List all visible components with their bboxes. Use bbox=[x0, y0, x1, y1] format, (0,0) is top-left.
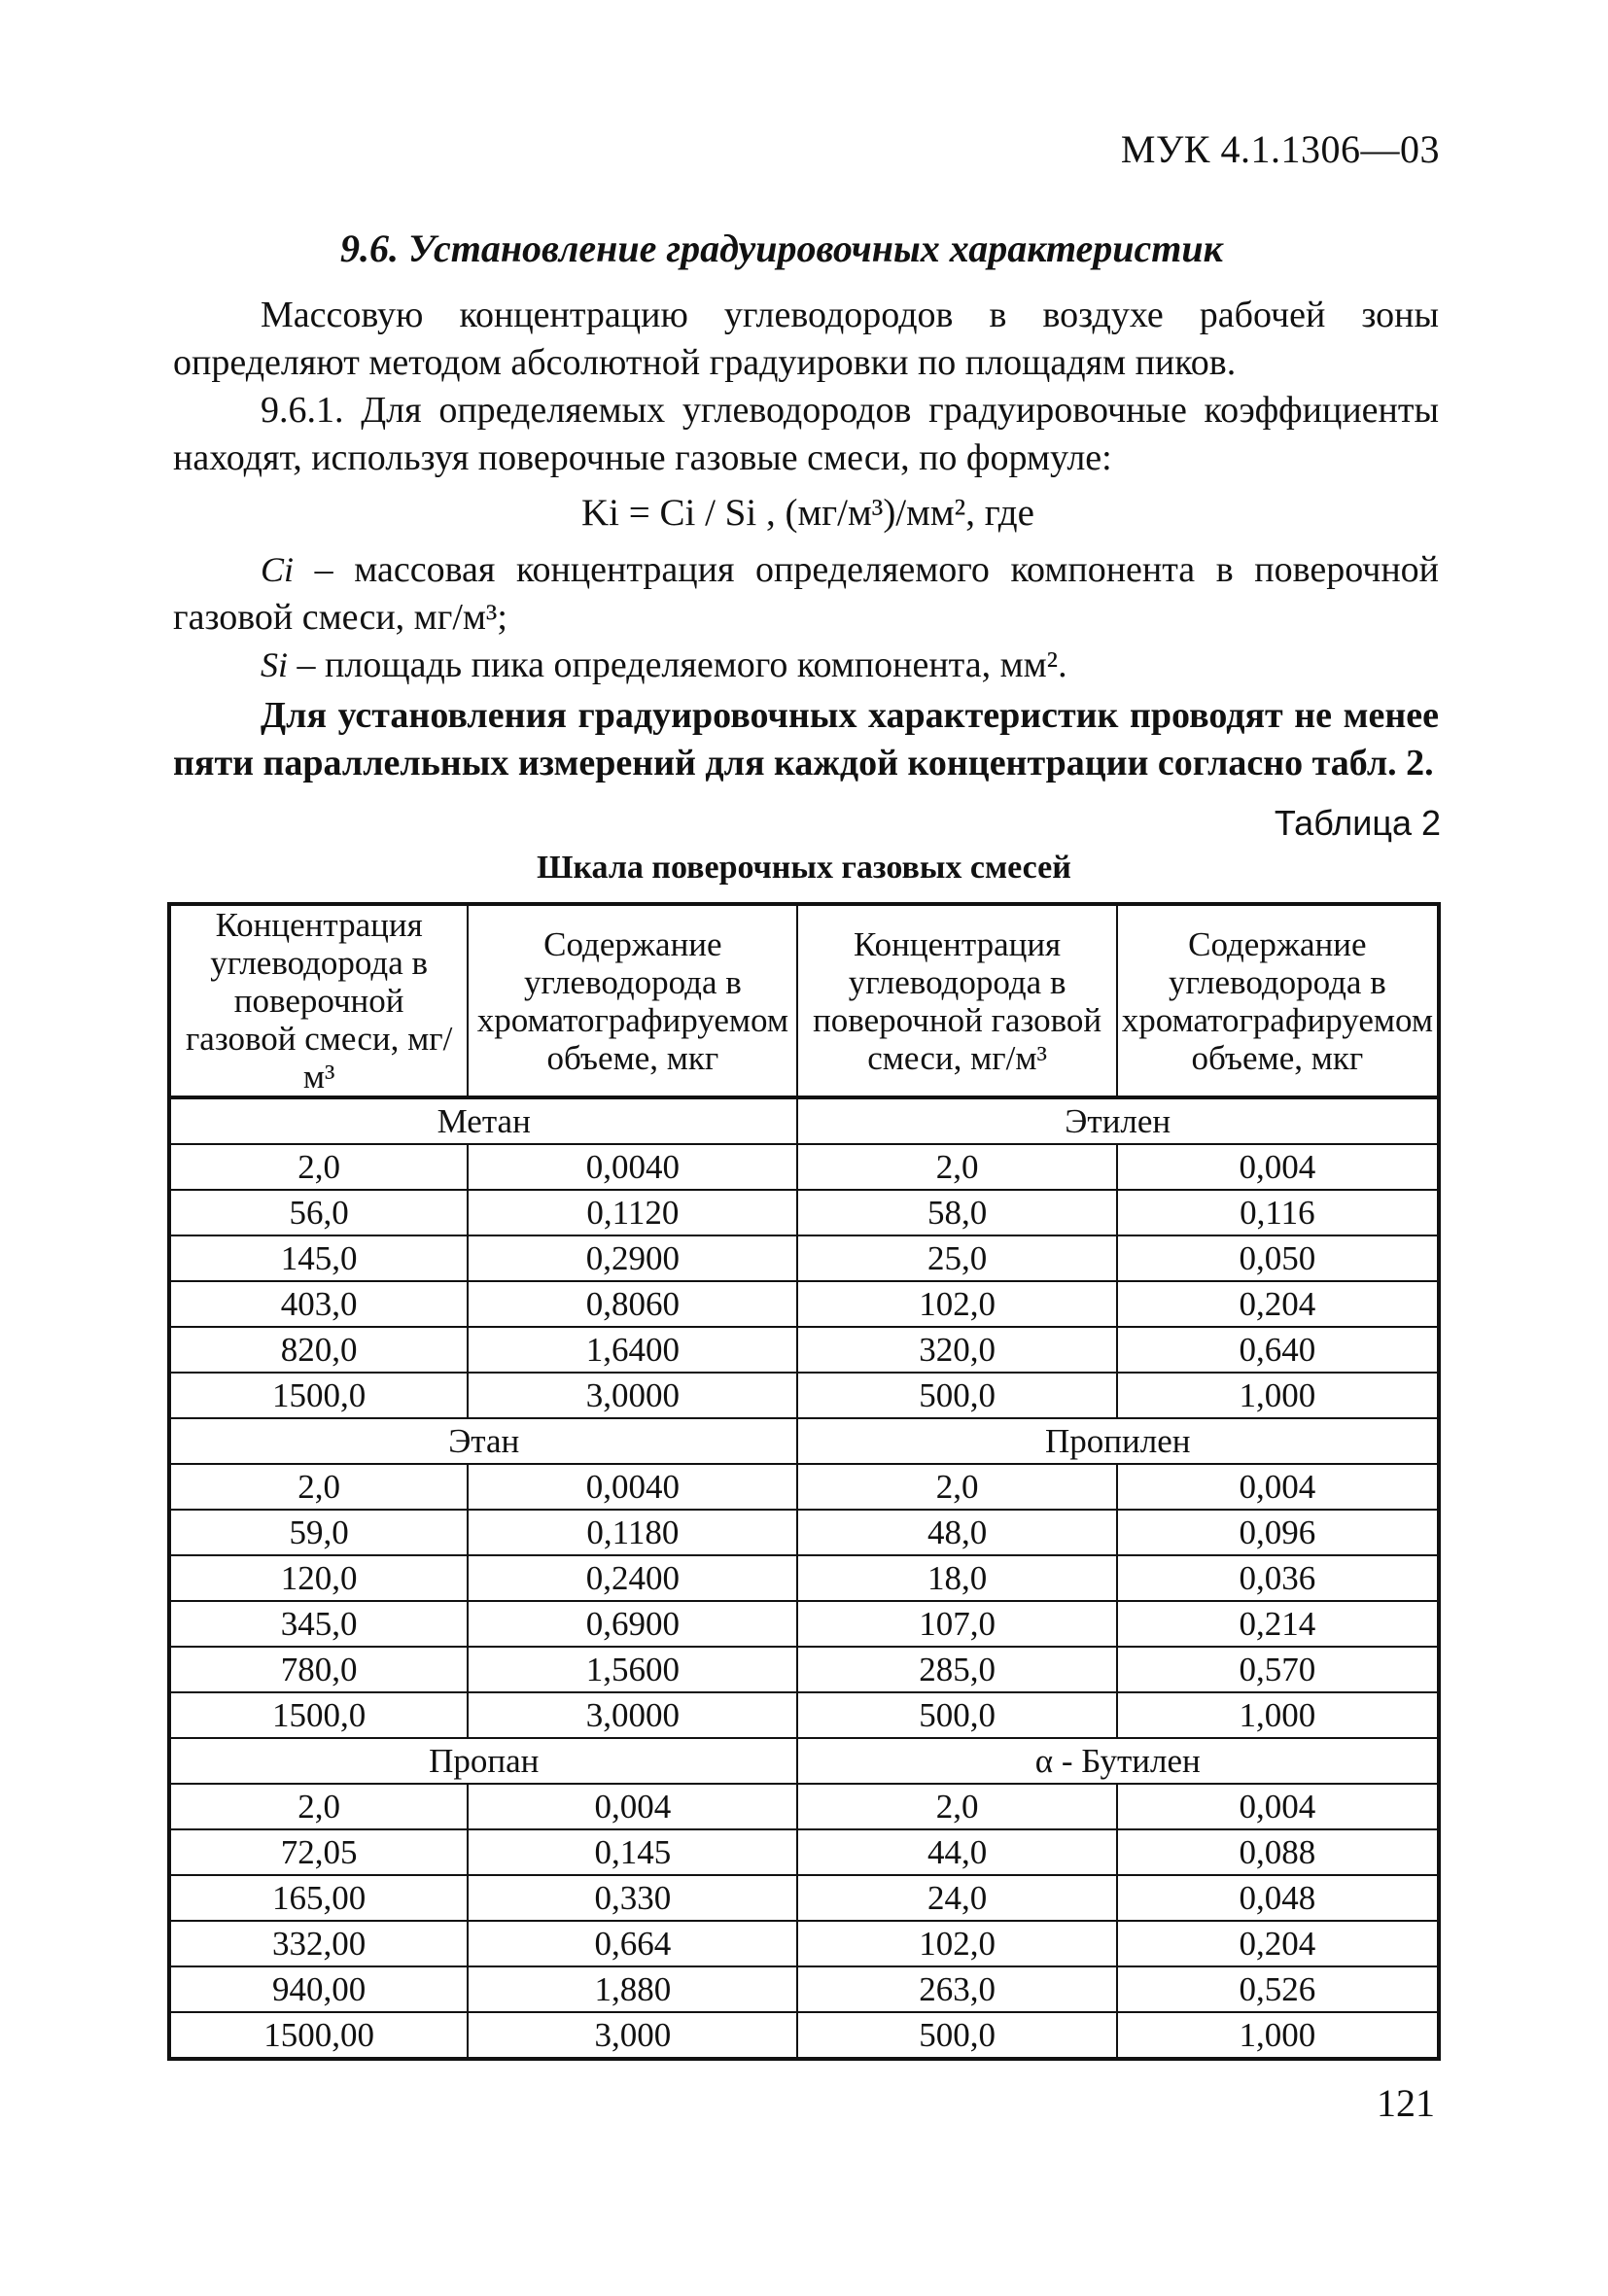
header-content-left: Содержание углеводорода в хроматографируемом объеме, мкг bbox=[468, 904, 797, 1097]
table-cell: 1,5600 bbox=[468, 1647, 797, 1692]
header-concentration-left: Концентрация углеводорода в поверочной газовой смеси, мг/м³ bbox=[169, 904, 468, 1097]
table-row bbox=[169, 1875, 1439, 1921]
table-row bbox=[169, 1144, 1439, 1190]
table-cell: 940,00 bbox=[169, 1966, 468, 2012]
table-cell: 0,004 bbox=[1117, 1144, 1439, 1190]
table-cell: 25,0 bbox=[797, 1235, 1116, 1281]
table-cell: 1,000 bbox=[1117, 2012, 1439, 2059]
table-row bbox=[169, 1829, 1439, 1875]
table-row bbox=[169, 1647, 1439, 1692]
table-cell: 56,0 bbox=[169, 1190, 468, 1235]
table-cell: 0,145 bbox=[468, 1829, 797, 1875]
table-cell: 1,880 bbox=[468, 1966, 797, 2012]
table-row bbox=[169, 1966, 1439, 2012]
table-cell: 107,0 bbox=[797, 1601, 1116, 1647]
table-cell: 2,0 bbox=[797, 1464, 1116, 1510]
table-cell: 0,004 bbox=[1117, 1784, 1439, 1829]
table-cell: 285,0 bbox=[797, 1647, 1116, 1692]
table-cell: 58,0 bbox=[797, 1190, 1116, 1235]
si-definition bbox=[261, 642, 1067, 689]
table-cell: 0,2400 bbox=[468, 1555, 797, 1601]
group-header-row bbox=[169, 1418, 1439, 1464]
table-cell: 165,00 bbox=[169, 1875, 468, 1921]
table-cell: 59,0 bbox=[169, 1510, 468, 1555]
table-cell: 3,0000 bbox=[468, 1373, 797, 1418]
table-cell: 403,0 bbox=[169, 1281, 468, 1327]
paragraph-9-6-1: 9.6.1. Для определяемых углеводородов градуировочные коэффициенты находят, используя поверочные газовые смеси, по формуле: bbox=[173, 390, 1439, 478]
table-row bbox=[169, 1327, 1439, 1373]
table-cell: 0,6900 bbox=[468, 1601, 797, 1647]
table-cell: 0,8060 bbox=[468, 1281, 797, 1327]
table-cell: 0,050 bbox=[1117, 1235, 1439, 1281]
table-cell: 0,214 bbox=[1117, 1601, 1439, 1647]
table-cell: 820,0 bbox=[169, 1327, 468, 1373]
table-cell: 500,0 bbox=[797, 1692, 1116, 1738]
table-cell: 1,000 bbox=[1117, 1373, 1439, 1418]
table-cell: 102,0 bbox=[797, 1921, 1116, 1966]
table-row bbox=[169, 1601, 1439, 1647]
header-concentration-right: Концентрация углеводорода в поверочной газовой смеси, мг/м³ bbox=[797, 904, 1116, 1097]
table-cell: 0,204 bbox=[1117, 1281, 1439, 1327]
table-row bbox=[169, 1373, 1439, 1418]
table-header-row bbox=[169, 904, 1439, 1097]
table-row bbox=[169, 1510, 1439, 1555]
table-cell: 145,0 bbox=[169, 1235, 468, 1281]
table-cell: 0,526 bbox=[1117, 1966, 1439, 2012]
table-cell: 0,004 bbox=[468, 1784, 797, 1829]
table-cell: 3,000 bbox=[468, 2012, 797, 2059]
table-cell: 102,0 bbox=[797, 1281, 1116, 1327]
table-cell: 2,0 bbox=[169, 1144, 468, 1190]
group-name-left: Пропан bbox=[169, 1738, 797, 1784]
table-cell: 263,0 bbox=[797, 1966, 1116, 2012]
table-row bbox=[169, 2012, 1439, 2059]
table-cell: 0,048 bbox=[1117, 1875, 1439, 1921]
table-cell: 48,0 bbox=[797, 1510, 1116, 1555]
table-cell: 2,0 bbox=[169, 1464, 468, 1510]
table-label: Таблица 2 bbox=[1274, 803, 1441, 843]
page-number: 121 bbox=[1377, 2081, 1435, 2125]
table-cell: 1,000 bbox=[1117, 1692, 1439, 1738]
calibration-table bbox=[167, 902, 1441, 2061]
ci-symbol: Ci bbox=[261, 550, 295, 589]
table-row bbox=[169, 1692, 1439, 1738]
measurements-paragraph: Для установления градуировочных характеристик проводят не менее пяти параллельных измерений для каждой концентрации согласно табл. 2. bbox=[173, 695, 1439, 783]
group-name-right: Пропилен bbox=[797, 1418, 1439, 1464]
table-cell: 120,0 bbox=[169, 1555, 468, 1601]
group-name-right: Этилен bbox=[797, 1097, 1439, 1144]
ci-definition bbox=[173, 546, 1439, 642]
table-cell: 2,0 bbox=[797, 1784, 1116, 1829]
table-cell: 320,0 bbox=[797, 1327, 1116, 1373]
table-title: Шкала поверочных газовых смесей bbox=[537, 850, 1071, 886]
group-name-left: Этан bbox=[169, 1418, 797, 1464]
table-cell: 1,6400 bbox=[468, 1327, 797, 1373]
table-cell: 780,0 bbox=[169, 1647, 468, 1692]
table-cell: 0,116 bbox=[1117, 1190, 1439, 1235]
table-cell: 72,05 bbox=[169, 1829, 468, 1875]
table-row bbox=[169, 1281, 1439, 1327]
table-row bbox=[169, 1190, 1439, 1235]
table-cell: 332,00 bbox=[169, 1921, 468, 1966]
table-cell: 0,664 bbox=[468, 1921, 797, 1966]
table-row bbox=[169, 1555, 1439, 1601]
table-cell: 0,004 bbox=[1117, 1464, 1439, 1510]
ci-text: – массовая концентрация определяемого компонента в поверочной газовой смеси, мг/м³; bbox=[173, 549, 1440, 638]
table-row bbox=[169, 1464, 1439, 1510]
table-row bbox=[169, 1921, 1439, 1966]
table-row bbox=[169, 1784, 1439, 1829]
group-header-row bbox=[169, 1097, 1439, 1144]
table-cell: 345,0 bbox=[169, 1601, 468, 1647]
table-cell: 44,0 bbox=[797, 1829, 1116, 1875]
table-cell: 0,570 bbox=[1117, 1647, 1439, 1692]
table-cell: 2,0 bbox=[797, 1144, 1116, 1190]
table-cell: 0,640 bbox=[1117, 1327, 1439, 1373]
table-cell: 0,1120 bbox=[468, 1190, 797, 1235]
table-cell: 500,0 bbox=[797, 1373, 1116, 1418]
table-cell: 0,1180 bbox=[468, 1510, 797, 1555]
table-cell: 24,0 bbox=[797, 1875, 1116, 1921]
table-cell: 0,0040 bbox=[468, 1464, 797, 1510]
table-cell: 1500,0 bbox=[169, 1692, 468, 1738]
table-cell: 3,0000 bbox=[468, 1692, 797, 1738]
group-header-row bbox=[169, 1738, 1439, 1784]
section-title: 9.6. Установление градуировочных характеристик bbox=[340, 226, 1223, 270]
table-cell: 0,0040 bbox=[468, 1144, 797, 1190]
document-code: МУК 4.1.1306—03 bbox=[1120, 127, 1440, 171]
table-cell: 0,096 bbox=[1117, 1510, 1439, 1555]
group-name-left: Метан bbox=[169, 1097, 797, 1144]
table-cell: 1500,0 bbox=[169, 1373, 468, 1418]
table-cell: 18,0 bbox=[797, 1555, 1116, 1601]
table-cell: 500,0 bbox=[797, 2012, 1116, 2059]
table-cell: 2,0 bbox=[169, 1784, 468, 1829]
table-cell: 0,088 bbox=[1117, 1829, 1439, 1875]
table-cell: 0,330 bbox=[468, 1875, 797, 1921]
table-cell: 0,2900 bbox=[468, 1235, 797, 1281]
table-row bbox=[169, 1235, 1439, 1281]
intro-paragraph: Массовую концентрацию углеводородов в воздухе рабочей зоны определяют методом абсолютной градуировки по площадям пиков. bbox=[173, 295, 1439, 383]
table-cell: 0,204 bbox=[1117, 1921, 1439, 1966]
si-symbol: Si bbox=[261, 645, 289, 684]
table-cell: 0,036 bbox=[1117, 1555, 1439, 1601]
table-body bbox=[169, 1097, 1439, 2059]
group-name-right: α - Бутилен bbox=[797, 1738, 1439, 1784]
header-content-right: Содержание углеводорода в хроматографируемом объеме, мкг bbox=[1117, 904, 1439, 1097]
table-cell: 1500,00 bbox=[169, 2012, 468, 2059]
si-text: – площадь пика определяемого компонента, мм². bbox=[297, 644, 1067, 685]
formula: Ki = Ci / Si , (мг/м³)/мм², где bbox=[581, 492, 1034, 534]
